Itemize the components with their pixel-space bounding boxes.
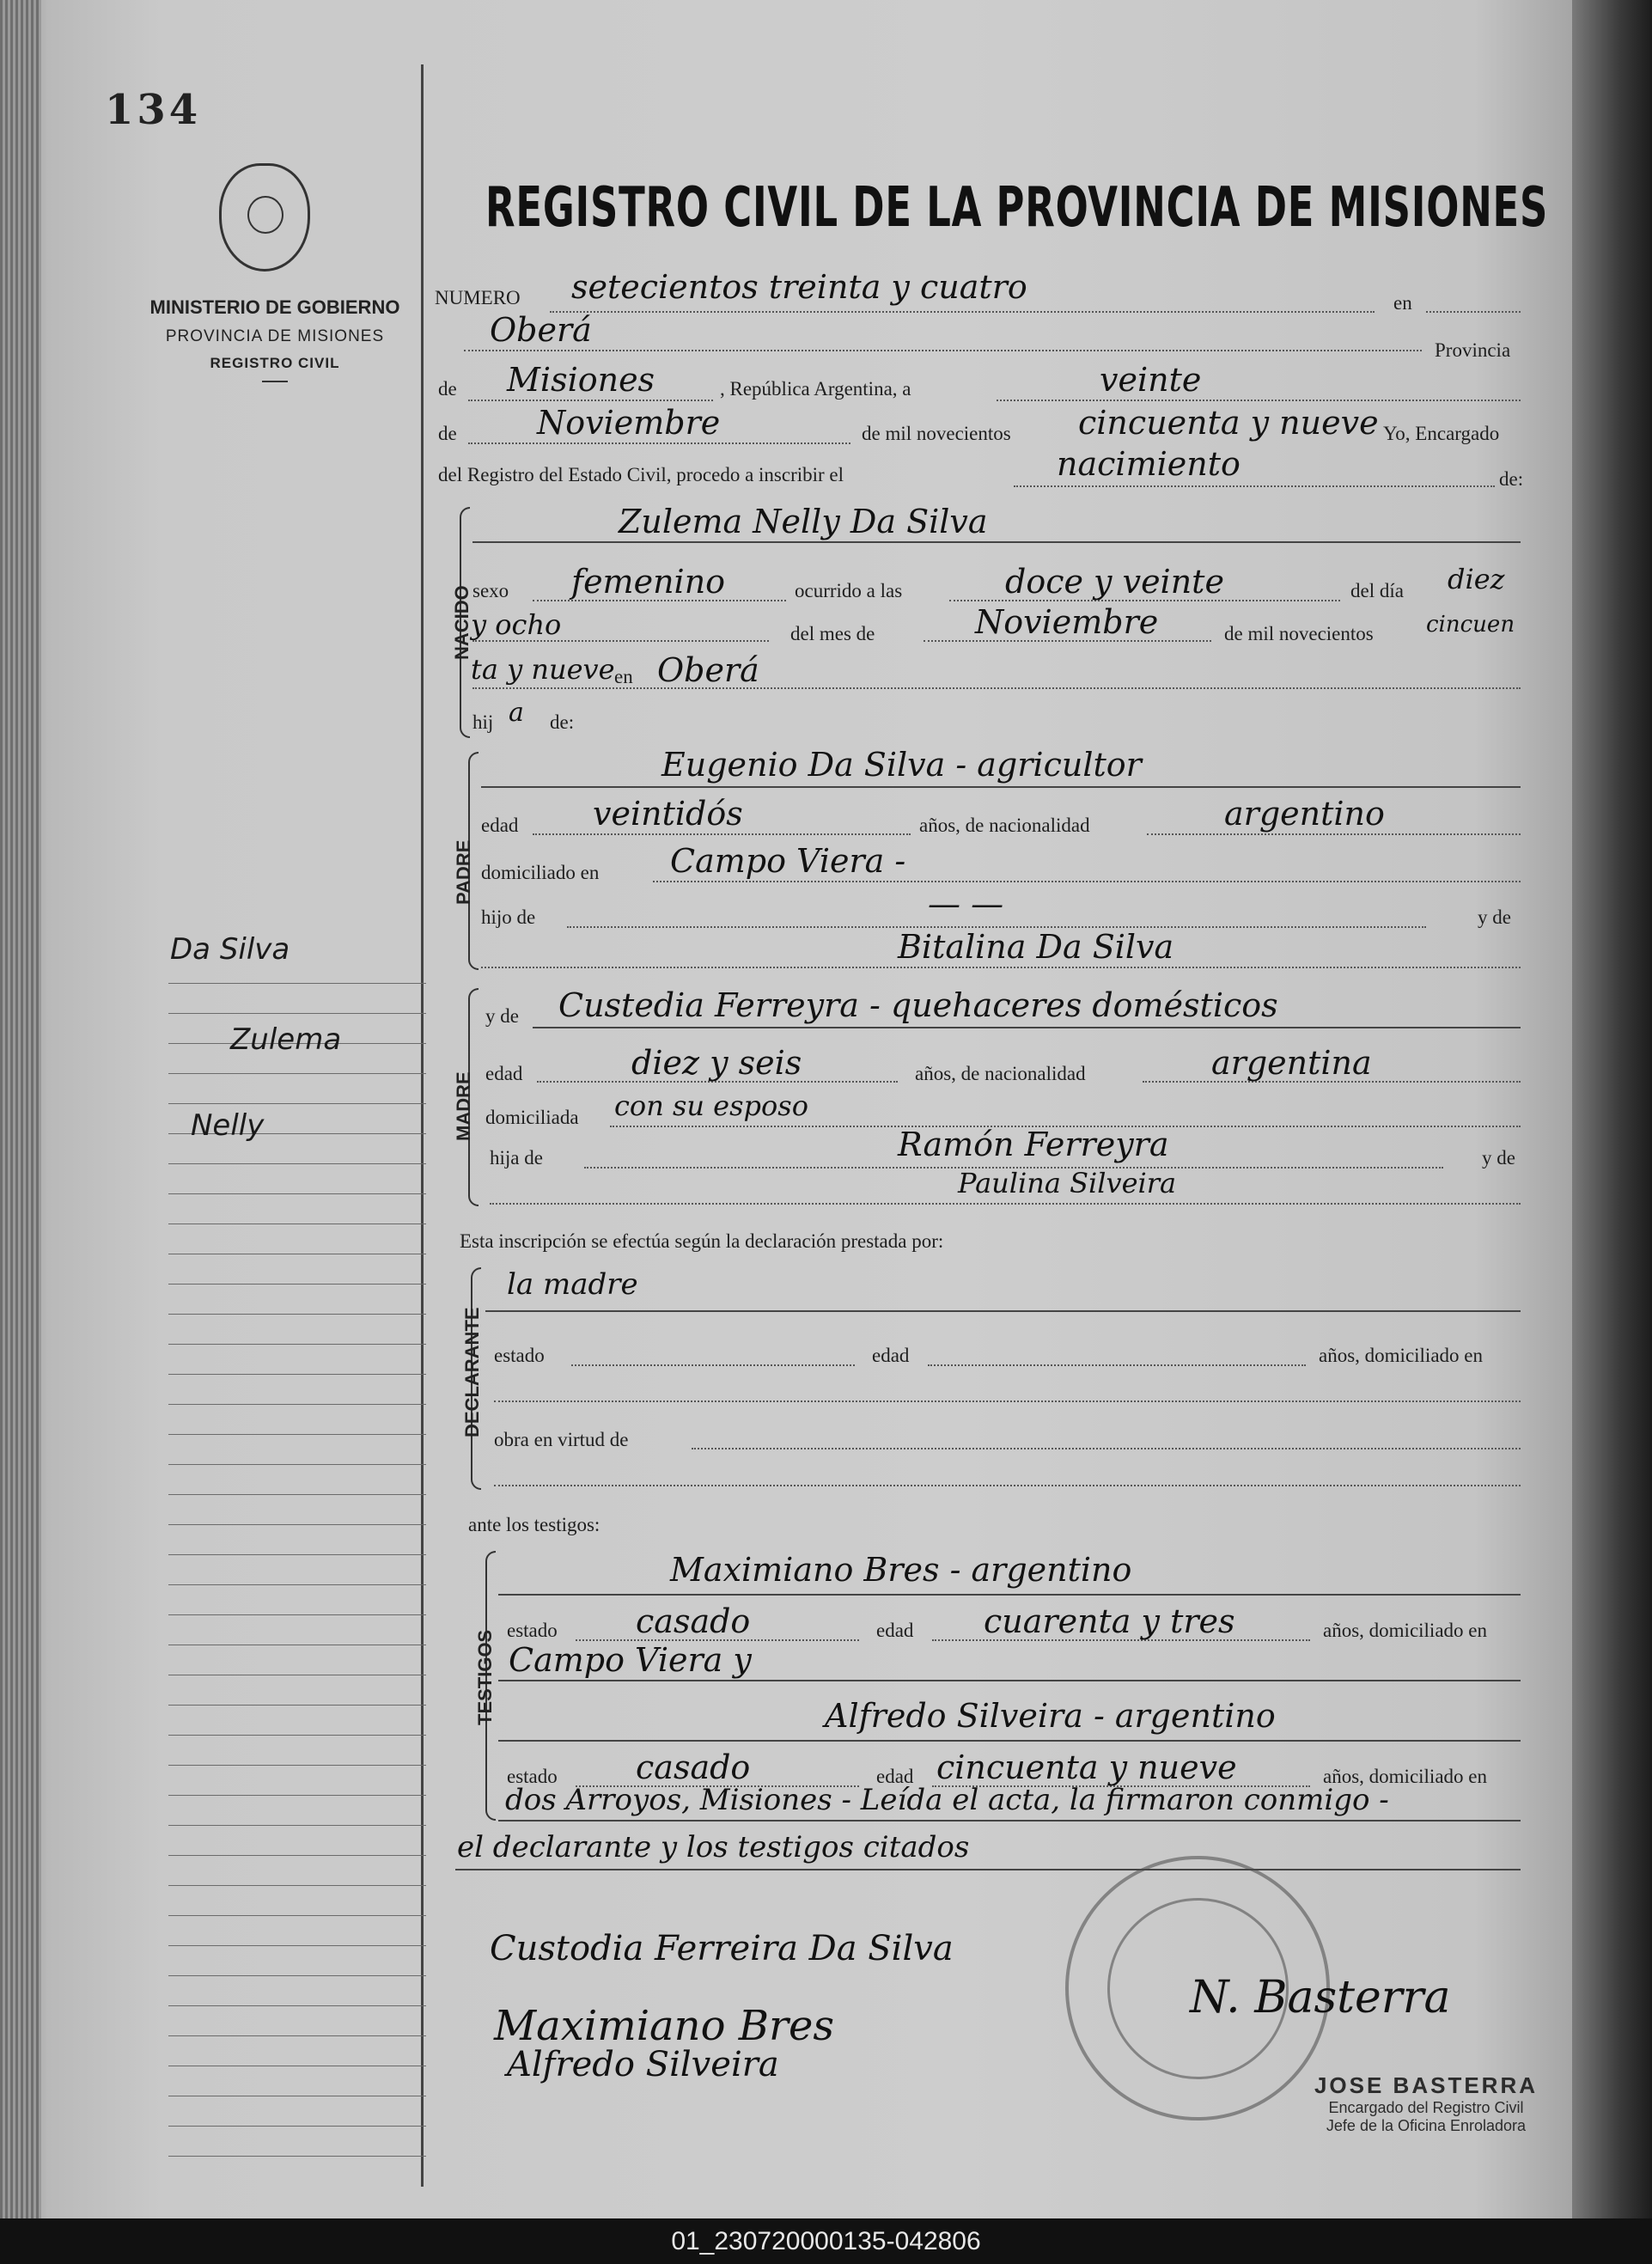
label-inscripcion: Esta inscripción se efectúa según la declaración prestada por:: [460, 1230, 944, 1252]
label-de-2: de: [438, 423, 457, 444]
value-madre: Custedia Ferreyra - quehaceres domésticos: [558, 986, 1278, 1024]
value-acto: nacimiento: [1057, 445, 1241, 483]
field-line: [494, 1401, 1521, 1402]
value-dia-nac-b: y ocho: [471, 608, 562, 641]
label-yo-encargado: Yo, Encargado: [1383, 423, 1500, 444]
label-estado-2: estado: [507, 1620, 558, 1641]
value-mes-nac: Noviembre: [975, 603, 1159, 641]
label-hijo-de: hijo de: [481, 906, 536, 928]
coat-of-arms-icon: [219, 163, 310, 272]
section-madre: MADRE: [453, 1071, 474, 1141]
field-line: [498, 1820, 1521, 1822]
value-testigo2: Alfredo Silveira - argentino: [825, 1697, 1276, 1735]
field-line: [498, 1740, 1521, 1742]
field-line: [468, 400, 713, 401]
officer-block: [1297, 2072, 1555, 2135]
label-hij: hij: [472, 711, 494, 733]
divider: [262, 381, 288, 382]
value-dia-nac-a: diez: [1448, 563, 1505, 595]
label-hija-de: hija de: [490, 1147, 543, 1169]
value-hora: doce y veinte: [1005, 563, 1224, 601]
field-line: [1147, 833, 1521, 835]
value-numero: setecientos treinta y cuatro: [571, 268, 1027, 306]
field-line: [472, 687, 1521, 689]
label-y-de-2: y de: [485, 1005, 519, 1027]
field-line: [571, 1364, 855, 1366]
label-de: de: [438, 378, 457, 400]
label-testigos: ante los testigos:: [468, 1514, 600, 1535]
value-hij-suffix: a: [509, 698, 524, 728]
label-edad-3: edad: [872, 1345, 910, 1366]
signature-testigo2: Alfredo Silveira: [507, 2045, 779, 2084]
value-sexo: femenino: [571, 563, 726, 601]
value-testigo1-estado: casado: [636, 1602, 751, 1640]
section-nacido: NACIDO: [451, 585, 472, 660]
field-line: [464, 350, 1422, 351]
label-en-2: en: [614, 666, 633, 687]
ministry-line2: PROVINCIA DE MISIONES: [165, 327, 385, 345]
value-testigo1-dom: Campo Viera y: [509, 1641, 752, 1679]
field-line: [490, 1203, 1521, 1205]
label-de-colon-2: de:: [550, 711, 575, 733]
value-testigo1: Maximiano Bres - argentino: [670, 1551, 1132, 1589]
value-padre-madre: Bitalina Da Silva: [898, 928, 1174, 966]
label-numero: NUMERO: [435, 287, 521, 308]
label-domiciliado: domiciliado en: [481, 862, 600, 883]
value-anio-nac-a: cincuen: [1426, 612, 1515, 638]
officer-role1: Encargado del Registro Civil: [1328, 2099, 1524, 2116]
margin-first-name: Zulema: [230, 1022, 342, 1057]
field-line: [485, 1310, 1521, 1312]
label-anos-nac: años, de nacionalidad: [919, 815, 1090, 836]
signature-declarante: Custodia Ferreira Da Silva: [490, 1929, 954, 1968]
value-madre-edad: diez y seis: [631, 1044, 802, 1082]
section-declarante: DECLARANTE: [461, 1307, 483, 1437]
field-line: [494, 1485, 1521, 1486]
section-testigos: TESTIGOS: [474, 1629, 496, 1725]
value-lugar: Oberá: [490, 311, 592, 349]
page-number: 134: [105, 86, 202, 134]
label-de-mil: de mil novecientos: [862, 423, 1011, 444]
value-padre-hijo-de: — —: [928, 885, 1004, 923]
label-del-mes: del mes de: [790, 623, 875, 644]
value-nombre: Zulema Nelly Da Silva: [619, 503, 988, 540]
value-padre-dom: Campo Viera -: [670, 842, 906, 880]
label-en: en: [1393, 292, 1412, 314]
section-padre: PADRE: [453, 839, 474, 905]
label-anos-dom-2: años, domiciliado en: [1323, 1620, 1487, 1641]
value-testigo2-estado: casado: [636, 1748, 751, 1786]
field-line: [498, 1594, 1521, 1596]
value-anio: cincuenta y nueve: [1078, 404, 1379, 442]
label-anos-dom: años, domiciliado en: [1319, 1345, 1483, 1366]
value-provincia: Misiones: [507, 361, 655, 399]
value-testigo1-edad: cuarenta y tres: [984, 1602, 1235, 1640]
label-estado-3: estado: [507, 1766, 558, 1787]
image-id-footer: 01_230720000135-042806: [0, 2218, 1652, 2264]
label-de-mil-2: de mil novecientos: [1224, 623, 1374, 644]
ministry-line1: MINISTERIO DE GOBIERNO: [149, 296, 400, 318]
signature-officer: N. Basterra: [1190, 1972, 1451, 2023]
label-republica: , República Argentina, a: [720, 378, 911, 400]
label-estado: estado: [494, 1345, 545, 1366]
value-madre-madre: Paulina Silveira: [958, 1167, 1177, 1199]
value-padre-nac: argentino: [1224, 795, 1385, 833]
label-provincia: Provincia: [1435, 339, 1511, 361]
label-y-de-3: y de: [1482, 1147, 1515, 1169]
officer-role2: Jefe de la Oficina Enroladora: [1326, 2117, 1527, 2134]
value-dia: veinte: [1100, 361, 1202, 399]
margin-second-name: Nelly: [191, 1108, 265, 1143]
field-line: [928, 1364, 1306, 1366]
signature-testigo1: Maximiano Bres: [494, 2002, 834, 2050]
ministry-header: [120, 296, 430, 382]
label-del-dia: del día: [1350, 580, 1404, 601]
label-anos-nac-2: años, de nacionalidad: [915, 1063, 1086, 1084]
field-line: [481, 967, 1521, 968]
field-line: [472, 640, 769, 642]
label-registro: del Registro del Estado Civil, procedo a inscribir el: [438, 464, 844, 485]
field-line: [472, 541, 1521, 543]
value-testigo2-edad: cincuenta y nueve: [936, 1748, 1237, 1786]
field-line: [653, 881, 1521, 882]
field-line: [468, 442, 850, 444]
label-sexo: sexo: [472, 580, 509, 601]
field-line: [692, 1448, 1521, 1449]
book-binding: [0, 0, 41, 2218]
label-edad-2: edad: [485, 1063, 523, 1084]
value-lugar-nac: Oberá: [657, 651, 759, 689]
officer-name: JOSE BASTERRA: [1314, 2072, 1539, 2098]
book-edge: [1572, 0, 1652, 2218]
value-cierre: el declarante y los testigos citados: [457, 1830, 970, 1864]
field-line: [550, 311, 1375, 313]
label-y-de: y de: [1478, 906, 1511, 928]
field-line: [1426, 311, 1521, 313]
value-madre-padre: Ramón Ferreyra: [898, 1126, 1169, 1163]
label-domiciliada: domiciliada: [485, 1107, 579, 1128]
value-testigo2-dom: dos Arroyos, Misiones - Leída el acta, la firmaron conmigo -: [505, 1783, 1389, 1817]
value-mes: Noviembre: [537, 404, 721, 442]
label-ocurrido: ocurrido a las: [795, 580, 903, 601]
value-madre-dom: con su esposo: [614, 1089, 808, 1122]
page-title: REGISTRO CIVIL DE LA PROVINCIA DE MISIONES: [485, 176, 1549, 240]
label-anos-dom-3: años, domiciliado en: [1323, 1766, 1487, 1787]
field-line: [1014, 485, 1495, 487]
label-edad-4: edad: [876, 1620, 914, 1641]
ministry-line3: REGISTRO CIVIL: [210, 355, 340, 371]
label-edad-5: edad: [876, 1766, 914, 1787]
value-padre-edad: veintidós: [593, 795, 743, 833]
value-madre-nac: argentina: [1211, 1044, 1372, 1082]
field-line: [997, 400, 1521, 401]
field-line: [455, 1869, 1521, 1870]
field-line: [533, 833, 911, 835]
label-obra: obra en virtud de: [494, 1429, 629, 1450]
field-line: [498, 1680, 1521, 1681]
label-edad: edad: [481, 815, 519, 836]
value-anio-nac-b: ta y nueve: [471, 653, 615, 686]
value-padre: Eugenio Da Silva - agricultor: [661, 746, 1142, 784]
margin-surname: Da Silva: [170, 932, 290, 967]
field-line: [533, 1027, 1521, 1028]
value-declarante: la madre: [507, 1267, 638, 1302]
label-de-colon: de:: [1499, 468, 1524, 490]
field-line: [481, 786, 1521, 788]
